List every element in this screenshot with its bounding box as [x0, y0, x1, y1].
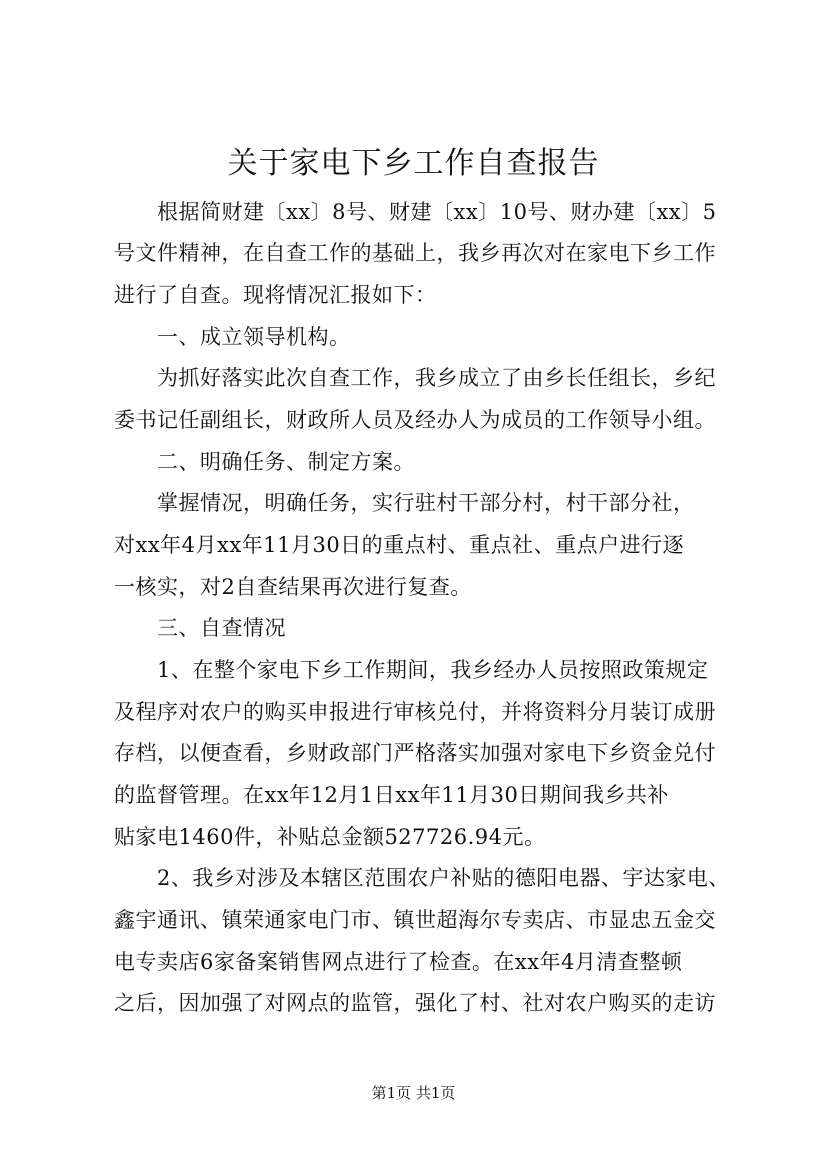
body-line: 一核实，对2自查结果再次进行复查。 [114, 575, 472, 599]
body-line: 的监督管理。在xx年12月1日xx年11月30日期间我乡共补 [114, 783, 669, 807]
body-line: 号文件精神，在自查工作的基础上，我乡再次对在家电下乡工作 [114, 241, 716, 265]
section-heading: 三、自查情况 [157, 616, 286, 640]
section-heading: 二、明确任务、制定方案。 [157, 450, 415, 474]
page-number: 第1页 共1页 [371, 1084, 456, 1102]
body-line: 贴家电1460件，补贴总金额527726.94元。 [114, 825, 546, 849]
body-line: 掌握情况，明确任务，实行驻村干部分村，村干部分社， [157, 491, 695, 515]
body-line: 对xx年4月xx年11月30日的重点村、重点社、重点户进行逐 [114, 533, 685, 557]
body-line: 进行了自查。现将情况汇报如下： [114, 283, 437, 307]
body-line: 存档，以便查看，乡财政部门严格落实加强对家电下乡资金兑付 [114, 741, 716, 765]
body-line: 之后，因加强了对网点的监管，强化了村、社对农户购买的走访 [114, 991, 716, 1015]
section-heading: 一、成立领导机构。 [157, 325, 351, 349]
body-line: 2、我乡对涉及本辖区范围农户补贴的德阳电器、宇达家电、 [157, 866, 730, 890]
body-line: 为抓好落实此次自查工作，我乡成立了由乡长任组长，乡纪 [157, 366, 716, 390]
body-line: 委书记任副组长，财政所人员及经办人为成员的工作领导小组。 [114, 408, 716, 432]
body-line: 及程序对农户的购买申报进行审核兑付，并将资料分月装订成册 [114, 700, 716, 724]
body-line: 根据简财建〔xx〕8号、财建〔xx〕10号、财办建〔xx〕5 [157, 200, 717, 224]
body-line: 1、在整个家电下乡工作期间，我乡经办人员按照政策规定 [157, 658, 709, 682]
document-title: 关于家电下乡工作自查报告 [227, 146, 600, 181]
body-line: 鑫宇通讯、镇荣通家电门市、镇世超海尔专卖店、市显忠五金交 [114, 908, 716, 932]
body-line: 电专卖店6家备案销售网点进行了检查。在xx年4月清查整顿 [114, 950, 683, 974]
